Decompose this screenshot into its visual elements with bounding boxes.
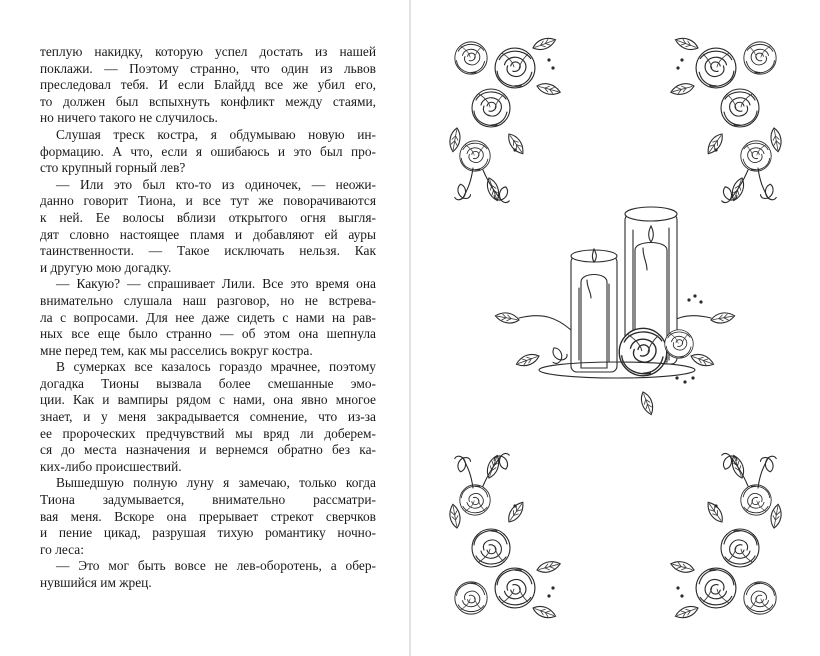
- text-line: ее пророческих предчувствий мы вряд ли доберем-: [40, 425, 376, 441]
- text-line: Слушая треск костра, я обдумываю новую ин-: [56, 126, 376, 142]
- text-line: — Это мог быть вовсе не лев-оборотень, а обер-: [56, 558, 376, 574]
- text-line: то должен был вспыхнуть конфликт между стаями,: [40, 93, 376, 109]
- text-line: данно говорит Тиона, и все тут же поворачиваются: [40, 193, 376, 209]
- text-line: нувшийся им жрец.: [40, 575, 152, 590]
- rose-corner-icon-top-right: [670, 35, 783, 204]
- text-line: формацию. А что, если я ошибаюсь и это был про-: [40, 143, 376, 159]
- text-line: Вышедшую полную луну я замечаю, только когда: [56, 475, 376, 491]
- text-line: теплую накидку, которую успел достать из нашей: [40, 44, 376, 59]
- text-line: ции. Как и вампиры рядом с нами, она явно многое: [40, 392, 376, 408]
- text-line: поклажи. — Поэтому странно, что один из львов: [40, 60, 376, 76]
- rose-corner-icon-bottom-right: [670, 452, 783, 621]
- text-line: к ней. Ее волосы вблизи открытого огня выгля-: [40, 209, 376, 225]
- text-line: ла с вопросами. Для нее даже сидеть с нами на рав-: [40, 309, 376, 325]
- text-line: знает, и у меня закрадывается сомнение, что из-за: [40, 409, 376, 425]
- text-line: преследовал тебя. И если Блайдд все же убил его,: [40, 77, 376, 93]
- text-line: ных все еще было странно — об этом она шепнула: [40, 326, 376, 342]
- text-line: — Какую? — спрашивает Лили. Все это время она: [56, 276, 376, 292]
- text-line: мне перед тем, как мы расселись вокруг костра.: [40, 342, 313, 358]
- left-page: [0, 0, 409, 656]
- text-line: и другую мою догадку.: [40, 259, 172, 275]
- text-line: внимательно слушала наш разговор, но не встрева-: [40, 292, 376, 308]
- text-line: В сумерках все казалось гораздо мрачнее, поэтому: [56, 359, 376, 375]
- candles-and-roses-icon: [495, 207, 736, 416]
- text-line: и пение цикад, разрушая тихую романтику ночно-: [40, 525, 376, 541]
- body-text: [40, 44, 376, 592]
- text-line: вая меня. Вскоре она прерывает стрекот сверчков: [40, 508, 376, 524]
- text-line: сто крупный горный лев?: [40, 160, 186, 176]
- text-line: таинственности. — Такое исключать нельзя. Как: [40, 243, 376, 259]
- rose-corner-icon-bottom-left: [448, 452, 561, 621]
- text-line: но ничего такого не случилось.: [40, 110, 218, 126]
- text-line: го леса:: [40, 541, 84, 557]
- text-line: ких-либо происшествий.: [40, 458, 182, 474]
- rose-corner-icon-top-left: [448, 35, 561, 204]
- text-line: ся до места назначения и вернемся обратно без ка-: [40, 442, 376, 458]
- text-line: догадка Тионы вызвала более смешанные эмо-: [40, 375, 376, 391]
- text-line: — Или это был кто-то из одиночек, — неожи-: [56, 176, 376, 192]
- text-line: Тиона задумывается, внимательно рассматри-: [40, 492, 376, 508]
- text-line: дят словно настоящее пламя и добавляют ей ауры: [40, 226, 376, 242]
- illustration: [411, 0, 820, 656]
- right-page: [411, 0, 820, 656]
